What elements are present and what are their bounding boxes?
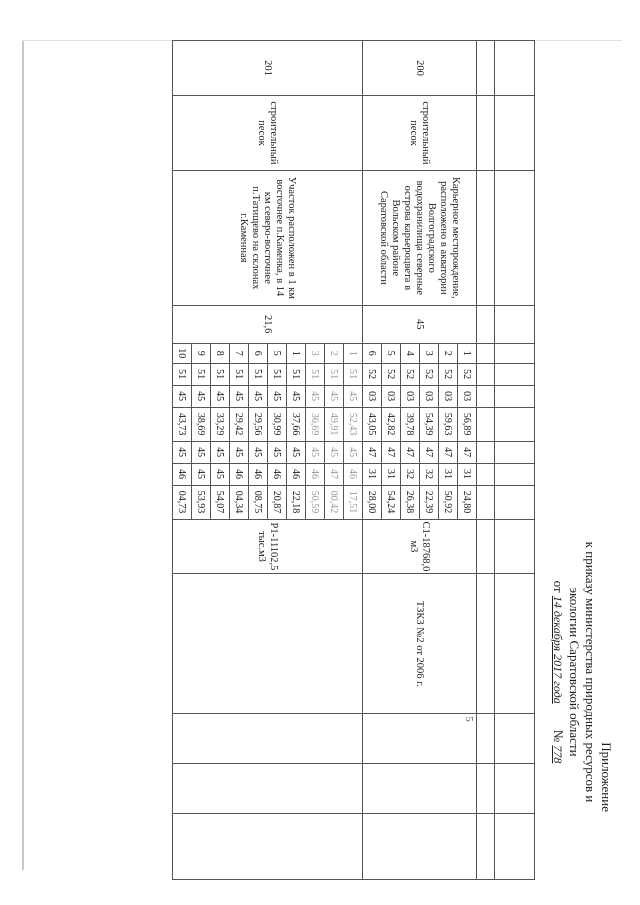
coordinate-cell: 52 <box>420 363 439 385</box>
coordinate-cell: 29,56 <box>249 407 268 441</box>
coordinate-cell: 45 <box>287 385 306 407</box>
coordinate-cell: 47 <box>363 441 382 463</box>
header-cell <box>477 363 495 385</box>
coordinate-cell: 56,89 <box>458 407 477 441</box>
table-row <box>344 41 363 880</box>
coordinate-cell: 45 <box>192 463 211 485</box>
area-value: 21,6 <box>173 305 363 343</box>
header-cell <box>495 41 535 96</box>
coordinate-cell: 03 <box>439 385 458 407</box>
coordinate-cell: 00,42 <box>325 485 344 519</box>
header-date-line: от 14 декабря 2017 года № 778 <box>551 580 566 764</box>
header-cell <box>495 463 535 485</box>
point-number: 1 <box>287 343 306 363</box>
point-number: 2 <box>439 343 458 363</box>
header-cell <box>477 764 495 814</box>
coordinate-cell: 45 <box>192 441 211 463</box>
coordinate-cell: 49,91 <box>325 407 344 441</box>
header-appendix: Приложение <box>599 742 614 812</box>
coordinate-cell: 47 <box>439 441 458 463</box>
coordinate-cell: 59,63 <box>439 407 458 441</box>
coordinate-cell: 29,42 <box>230 407 249 441</box>
header-cell <box>477 305 495 343</box>
coordinate-cell: 47 <box>458 441 477 463</box>
mineral-type: строительный песок <box>363 95 477 170</box>
protocol-cell <box>173 574 363 714</box>
point-number: 5 <box>382 343 401 363</box>
header-cell <box>495 814 535 880</box>
coordinate-cell: 45 <box>306 385 325 407</box>
coordinate-cell: 50,92 <box>439 485 458 519</box>
coordinate-cell: 45 <box>211 463 230 485</box>
handwritten-number: 778 <box>551 745 565 764</box>
coordinate-cell: 51 <box>268 363 287 385</box>
coordinate-cell: 03 <box>458 385 477 407</box>
coordinate-cell: 45 <box>249 441 268 463</box>
empty-cell: 5 <box>363 714 477 764</box>
point-number: 2 <box>325 343 344 363</box>
coordinate-cell: 03 <box>401 385 420 407</box>
point-number: 6 <box>363 343 382 363</box>
coordinate-cell: 43,73 <box>173 407 192 441</box>
deposit-location: Карьерное месторождение, расположено в акватории Волгоградского водохранилища северные острова карьероцвета в Вольском районе Саратовской области <box>363 170 477 305</box>
order-header <box>550 482 614 862</box>
protocol-cell: ТЗКЗ №2 от 2006 г. <box>363 574 477 714</box>
header-order-line: к приказу министерства природных ресурсов и <box>583 541 598 803</box>
header-cell <box>495 170 535 305</box>
coordinate-cell: 37,66 <box>287 407 306 441</box>
coordinate-cell: 31 <box>439 463 458 485</box>
coordinate-cell: 53,93 <box>192 485 211 519</box>
header-cell <box>477 407 495 441</box>
table-row <box>458 41 477 880</box>
header-cell <box>495 714 535 764</box>
coordinate-cell: 43,05 <box>363 407 382 441</box>
coordinate-cell: 45 <box>173 385 192 407</box>
coordinate-cell: 51 <box>173 363 192 385</box>
coordinate-cell: 45 <box>230 385 249 407</box>
coordinate-cell: 54,24 <box>382 485 401 519</box>
header-cell <box>495 305 535 343</box>
coordinate-cell: 45 <box>287 441 306 463</box>
coordinate-cell: 50,59 <box>306 485 325 519</box>
coordinate-cell: 46 <box>230 463 249 485</box>
header-cell <box>495 95 535 170</box>
coordinate-cell: 52 <box>439 363 458 385</box>
header-cell <box>477 343 495 363</box>
coordinate-cell: 30,99 <box>268 407 287 441</box>
header-cell <box>477 574 495 714</box>
header-row <box>495 41 535 880</box>
coordinate-cell: 03 <box>363 385 382 407</box>
point-number: 1 <box>458 343 477 363</box>
coordinate-cell: 52 <box>363 363 382 385</box>
coordinate-cell: 46 <box>268 463 287 485</box>
header-cell <box>477 485 495 519</box>
header-cell <box>477 385 495 407</box>
point-number: 5 <box>268 343 287 363</box>
header-cell <box>477 519 495 574</box>
coordinate-cell: 31 <box>363 463 382 485</box>
coordinate-cell: 52,43 <box>344 407 363 441</box>
coordinate-cell: 03 <box>420 385 439 407</box>
coordinate-cell: 33,29 <box>211 407 230 441</box>
coordinate-cell: 47 <box>401 441 420 463</box>
point-number: 7 <box>230 343 249 363</box>
point-number: 9 <box>192 343 211 363</box>
coordinate-cell: 45 <box>230 441 249 463</box>
coordinate-cell: 46 <box>287 463 306 485</box>
coordinate-cell: 24,80 <box>458 485 477 519</box>
rotated-sheet <box>20 20 620 880</box>
coordinate-cell: 47 <box>420 441 439 463</box>
header-cell <box>495 519 535 574</box>
row-number: 200 <box>363 41 477 96</box>
empty-cell <box>363 764 477 814</box>
coordinate-cell: 52 <box>401 363 420 385</box>
header-cell <box>495 574 535 714</box>
header-cell <box>495 407 535 441</box>
point-number: 6 <box>249 343 268 363</box>
coordinate-cell: 42,82 <box>382 407 401 441</box>
empty-cell <box>173 814 363 880</box>
coordinate-cell: 04,34 <box>230 485 249 519</box>
coordinate-cell: 51 <box>249 363 268 385</box>
coordinate-cell: 45 <box>249 385 268 407</box>
coordinate-cell: 45 <box>211 441 230 463</box>
coordinate-cell: 08,75 <box>249 485 268 519</box>
coordinate-cell: 51 <box>211 363 230 385</box>
header-cell <box>495 385 535 407</box>
coordinate-cell: 36,69 <box>306 407 325 441</box>
coordinate-cell: 52 <box>382 363 401 385</box>
coordinate-cell: 54,39 <box>420 407 439 441</box>
coordinate-cell: 45 <box>325 441 344 463</box>
coordinate-cell: 47 <box>382 441 401 463</box>
header-cell <box>477 814 495 880</box>
header-cell <box>495 343 535 363</box>
coordinate-cell: 46 <box>344 463 363 485</box>
license-table <box>172 40 535 880</box>
coordinate-cell: 45 <box>173 441 192 463</box>
coordinate-cell: 51 <box>306 363 325 385</box>
coordinate-cell: 04,73 <box>173 485 192 519</box>
header-cell <box>477 41 495 96</box>
coordinate-cell: 45 <box>268 385 287 407</box>
coordinate-cell: 45 <box>268 441 287 463</box>
coordinate-cell: 26,38 <box>401 485 420 519</box>
header-cell <box>477 95 495 170</box>
coordinate-cell: 28,00 <box>363 485 382 519</box>
coordinate-cell: 17,51 <box>344 485 363 519</box>
reserves-cell: Р1-11102,5 тыс.м3 <box>173 519 363 574</box>
header-row <box>477 41 495 880</box>
coordinate-cell: 52 <box>458 363 477 385</box>
coordinate-cell: 46 <box>306 463 325 485</box>
empty-cell <box>173 764 363 814</box>
header-cell <box>477 714 495 764</box>
coordinate-cell: 32 <box>401 463 420 485</box>
coordinate-cell: 51 <box>344 363 363 385</box>
coordinate-cell: 45 <box>192 385 211 407</box>
point-number: 10 <box>173 343 192 363</box>
header-cell <box>477 463 495 485</box>
coordinate-cell: 51 <box>287 363 306 385</box>
coordinate-cell: 22,39 <box>420 485 439 519</box>
deposit-location: Участок расположен в 1 км восточнее п.Каменка, в 14 км северо-восточнее п.Татищево на склонах г.Каменная <box>173 170 363 305</box>
empty-cell <box>363 814 477 880</box>
point-number: 3 <box>306 343 325 363</box>
point-number: 4 <box>401 343 420 363</box>
coordinate-cell: 51 <box>230 363 249 385</box>
area-value: 45 <box>363 305 477 343</box>
coordinate-cell: 03 <box>382 385 401 407</box>
coordinate-cell: 51 <box>325 363 344 385</box>
coordinate-cell: 51 <box>192 363 211 385</box>
header-cell <box>477 170 495 305</box>
coordinate-cell: 45 <box>211 385 230 407</box>
mineral-type: строительный песок <box>173 95 363 170</box>
coordinate-cell: 31 <box>458 463 477 485</box>
empty-cell <box>173 714 363 764</box>
handwritten-date: 14 декабря 2017 года <box>551 595 565 704</box>
header-cell <box>477 441 495 463</box>
coordinate-cell: 32 <box>420 463 439 485</box>
coordinate-cell: 47 <box>325 463 344 485</box>
coordinate-cell: 45 <box>306 441 325 463</box>
coordinate-cell: 45 <box>344 441 363 463</box>
coordinate-cell: 31 <box>382 463 401 485</box>
header-cell <box>495 764 535 814</box>
coordinate-cell: 46 <box>249 463 268 485</box>
coordinate-cell: 20,87 <box>268 485 287 519</box>
header-cell <box>495 441 535 463</box>
coordinate-cell: 45 <box>325 385 344 407</box>
reserves-cell: С1-18768,0 м3 <box>363 519 477 574</box>
header-ministry-line: экологии Саратовской области <box>567 587 582 757</box>
point-number: 1 <box>344 343 363 363</box>
coordinate-cell: 45 <box>344 385 363 407</box>
header-cell <box>495 485 535 519</box>
point-number: 3 <box>420 343 439 363</box>
coordinate-cell: 54,07 <box>211 485 230 519</box>
row-number: 201 <box>173 41 363 96</box>
header-cell <box>495 363 535 385</box>
coordinate-cell: 38,69 <box>192 407 211 441</box>
coordinate-cell: 39,78 <box>401 407 420 441</box>
coordinate-cell: 22,18 <box>287 485 306 519</box>
point-number: 8 <box>211 343 230 363</box>
coordinate-cell: 46 <box>173 463 192 485</box>
